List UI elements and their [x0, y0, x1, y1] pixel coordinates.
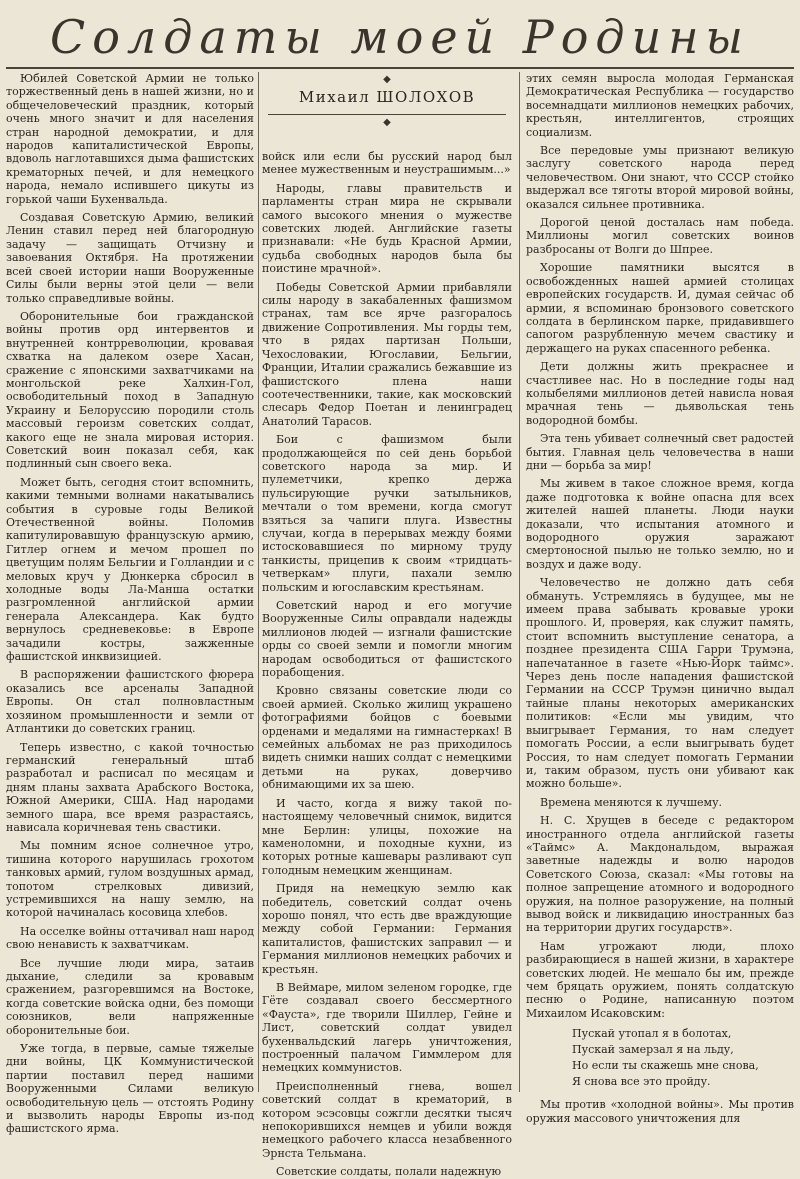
author-name: Михаил ШОЛОХОВ: [298, 88, 476, 106]
ornament-icon: ◆: [383, 74, 391, 85]
paragraph: На осселке войны оттачивал наш народ свою ненависть к захватчикам.: [6, 924, 254, 952]
byline: [262, 72, 512, 148]
paragraph: В Веймаре, милом зеленом городке, где Гёте создавал своего бессмертного «Фауста», где творили Шиллер, Гейне и Лист, советский солдат увидел бухенвальдский лагерь уничтожения, построенный палачом Гиммлером для немецких коммунистов.: [262, 980, 512, 1075]
paragraph: В распоряжении фашистского фюрера оказались все арсеналы Западной Европы. Он стал полновластным хозяином промышленности и земли от Атлантики до советских границ.: [6, 668, 254, 736]
article-column-1: [6, 72, 254, 1136]
article-column-3: [526, 72, 794, 1125]
poem-line: Пускай утопал я в болотах,: [572, 1027, 732, 1041]
paragraph: Кровно связаны советские люди со своей армией. Сколько жилищ украшено фотографиями бойцов с боевыми орденами и медалями на гимнастерках! В семейных альбомах не раз приходилось видеть снимки наших солдат с немецкими детьми на руках, доверчиво обнимающими их за шею.: [262, 684, 512, 792]
paragraph: Нам угрожают люди, плохо разбирающиеся в нашей жизни, в характере советских людей. Не мешало бы им, прежде чем бряцать оружием, понять солдатскую песню о Родине, написанную поэтом Михаилом Исаковским:: [526, 939, 794, 1020]
paragraph: Дети должны жить прекраснее и счастливее нас. Но в последние годы над колыбелями миллионов детей нависла новая мрачная тень — дьявольская тень водородной бомбы.: [526, 360, 794, 427]
ornament-icon: ◆: [383, 117, 391, 128]
paragraph: Юбилей Советской Армии не только торжественный день в нашей жизни, но и общечеловеческий праздник, который очень много значит и для населения стран народной демократии, и для народов капиталистической Европы, вдоволь наглотавшихся дыма фашистских крематорных печей, и для немецкого народа, немало испившего цикуты из горькой чаши Бухенвальда.: [6, 72, 254, 206]
paragraph: войск или если бы русский народ был менее мужественным и неустрашимым...»: [262, 150, 512, 177]
paragraph: Советский народ и его могучие Вооруженные Силы оправдали надежды миллионов людей — изгнали фашистские орды со своей земли и помогли многим народам освободиться от фашистского порабощения.: [262, 599, 512, 680]
byline-rule: [268, 114, 506, 115]
paragraph: Уже тогда, в первые, самые тяжелые дни войны, ЦК Коммунистической партии поставил перед нашими Вооруженными Силами великую освободительную цель — отстоять Родину и вызволить народы Европы из-под фашистского ярма.: [6, 1042, 254, 1136]
paragraph: Мы против «холодной войны». Мы против оружия массового уничтожения для: [526, 1098, 794, 1125]
headline-rule: [6, 67, 794, 69]
poem-line: Но если ты скажешь мне снова,: [572, 1059, 759, 1073]
poem-line: Пускай замерзал я на льду,: [572, 1043, 734, 1057]
paragraph: Преисполненный гнева, вошел советский солдат в крематорий, в котором эсэсовцы сожгли десятки тысяч непокорившихся немцев и убили вождя немецкого рабочего класса незабвенного Эрнста Тельмана.: [262, 1079, 512, 1160]
article-column-2: [262, 150, 512, 1179]
paragraph: Мы помним ясное солнечное утро, тишина которого нарушилась грохотом танковых армий, гулом воздушных армад, топотом стрелковых дивизий, устремившихся на нашу землю, на которой начиналась косовица хлебов.: [6, 839, 254, 920]
paragraph: Придя на немецкую землю как победитель, советский солдат очень хорошо понял, что есть две враждующие между собой Германии: Германия капиталистов, фашистских заправил — и Германия миллионов немецких рабочих и крестьян.: [262, 882, 512, 976]
paragraph: Дорогой ценой досталась нам победа. Миллионы могил советских воинов разбросаны от Волги до Шпрее.: [526, 216, 794, 256]
column-divider: [519, 72, 520, 1092]
poem: [572, 1026, 794, 1090]
paragraph: И часто, когда я вижу такой по-настоящему человечный снимок, видится мне Берлин: улицы, похожие на каменоломни, и походные кухни, из которых ротные кашевары разливают суп голодным немецким женщинам.: [262, 796, 512, 877]
paragraph: Мы живем в такое сложное время, когда даже подготовка к войне опасна для всех жителей нашей планеты. Люди науки доказали, что испытания атомного и водородного оружия заражают смертоносной пылью не только землю, но и воздух и даже воду.: [526, 477, 794, 571]
paragraph: Создавая Советскую Армию, великий Ленин ставил перед ней благородную задачу — защищать Отчизну и завоевания Октября. На протяжении всей своей истории наши Вооруженные Силы были верны этой цели — вели только справедливые войны.: [6, 211, 254, 305]
paragraph: Человечество не должно дать себя обмануть. Устремляясь в будущее, мы не имеем права забывать кровавые уроки прошлого. И, проверяя, как служит память, стоит вспомнить выступление сенатора, а позднее президента США Гарри Трумэна, напечатанное в газете «Нью-Йорк таймс». Через день после нападения фашистской Германии на СССР Трумэн цинично выдал тайные планы некоторых американских политиков: «Если мы увидим, что выигрывает Германия, то нам следует помогать России, а если выигрывать будет Россия, то нам следует помогать Германии и, таким образом, пусть они убивают как можно больше».: [526, 576, 794, 791]
paragraph: Времена меняются к лучшему.: [540, 795, 723, 809]
paragraph: Советские солдаты, полали надежную: [276, 1165, 502, 1179]
poem-line: Я снова все это пройду.: [572, 1075, 711, 1089]
paragraph: этих семян выросла молодая Германская Демократическая Республика — государство восемнадцати миллионов немецких рабочих, крестьян, интеллигентов, строящих социализм.: [526, 72, 794, 139]
paragraph: Может быть, сегодня стоит вспомнить, какими темными волнами накатывались события в суровые годы Великой Отечественной войны. Поломив капитулировавшую французскую армию, Гитлер огнем и мечом прошел по цветущим полям Бельгии и Голландии и с меловых круч у Дюнкерка сбросил в холодные воды Ла-Манша остатки разгромленной английской армии генерала Александера. Как будто вернулось средневековье: в Европе зачадили костры, зажженные фашистской инквизицией.: [6, 475, 254, 664]
paragraph: Эта тень убивает солнечный свет радостей бытия. Главная цель человечества в наши дни — борьба за мир!: [526, 432, 794, 472]
column-divider: [258, 72, 259, 1092]
paragraph: Бои с фашизмом были продолжающейся по сей день борьбой советского народа за мир. И пулеметчики, крепко держа пульсирующие ручки затыльников, мечтали о том времени, когда смогут взяться за чапиги плуга. Известны случаи, когда в перерывах между боями истосковавшиеся по мирному труду танкисты, прицепив к своим «тридцать-четверкам» плуги, пахали землю польским и югославским крестьянам.: [262, 433, 512, 594]
paragraph: Хорошие памятники высятся в освобожденных нашей армией столицах европейских государств. И, думая сейчас об армии, я вспоминаю бронзового советского солдата в берлинском парке, придавившего сапогом разрубленную мечем свастику и держащего на руках спасенного ребенка.: [526, 261, 794, 355]
paragraph: Все передовые умы признают великую заслугу советского народа перед человечеством. Они знают, что СССР стойко выдержал все тяготы второй мировой войны, оказался сильнее противника.: [526, 144, 794, 211]
paragraph: Н. С. Хрущев в беседе с редактором иностранного отдела английской газеты «Таймс» А. Макдональдом, выражая заветные надежды и волю народов Советского Союза, сказал: «Мы готовы на полное запрещение атомного и водородного оружия, на полное разоружение, на полный вывод войск и ликвидацию иностранных баз на территории других государств».: [526, 814, 794, 935]
paragraph: Теперь известно, с какой точностью германский генеральный штаб разработал и расписал по месяцам и дням планы захвата Арабского Востока, Южной Америки, США. Над народами земного шара, все время разрастаясь, нависала коричневая тень свастики.: [6, 740, 254, 834]
paragraph: Все лучшие люди мира, затаив дыхание, следили за кровавым сражением, разгоревшимся на Востоке, когда советские войска одни, без помощи союзников, вели напряженные оборонительные бои.: [6, 956, 254, 1037]
paragraph: Победы Советской Армии прибавляли силы народу в закабаленных фашизмом странах, там все ярче разгоралось движение Сопротивления. Мы горды тем, что в рядах партизан Польши, Чехословакии, Югославии, Бельгии, Франции, Италии сражались бежавшие из фашистского плена наши соотечественники, такие, как московский слесарь Федор Поетан и ленинградец Анатолий Тарасов.: [262, 280, 512, 428]
headline: Солдаты моей Родины: [50, 10, 750, 64]
paragraph: Оборонительные бои гражданской войны против орд интервентов и внутренней контрреволюции, кровавая схватка на далеком озере Хасан, сражение с японскими захватчиками на монгольской реке Халхин-Гол, освободительный поход в Западную Украину и Белоруссию породили столь массовый героизм советских солдат, какого еще не знала мировая история. Советский воин показал себя, как подлинный сын своего века.: [6, 309, 254, 471]
paragraph: Народы, главы правительств и парламенты стран мира не скрывали самого высокого мнения о мужестве советских людей. Английские газеты признавали: «Не будь Красной Армии, судьба свободных народов была бы поистине мрачной».: [262, 181, 512, 276]
